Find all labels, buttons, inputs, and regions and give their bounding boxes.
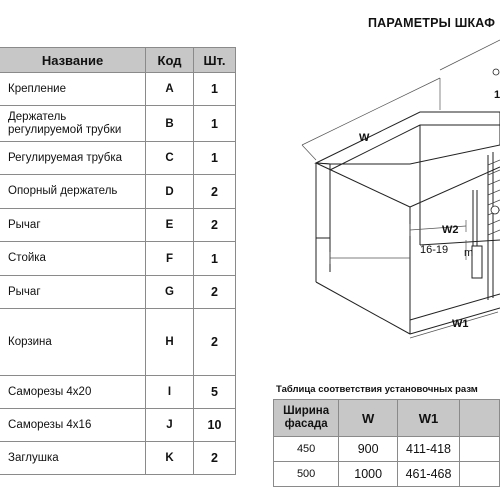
correspondence-table <box>273 399 500 487</box>
correspondence-title: Таблица соответствия установочных разм <box>276 384 478 395</box>
label-w2: W2 <box>442 224 459 236</box>
header-w: W <box>339 400 398 437</box>
part-code: E <box>146 209 194 242</box>
label-m: m <box>464 247 474 259</box>
part-qty: 1 <box>194 73 236 106</box>
part-code: I <box>146 376 194 409</box>
table-row <box>274 462 500 487</box>
part-name-line: Рычаг <box>8 218 41 231</box>
part-code: G <box>146 276 194 309</box>
corner-post <box>472 246 482 278</box>
part-qty: 1 <box>194 142 236 175</box>
extra-cell <box>459 462 499 487</box>
part-qty: 2 <box>194 175 236 209</box>
part-qty: 2 <box>194 309 236 376</box>
label-w1: W1 <box>452 318 469 330</box>
header-code: Код <box>146 48 194 73</box>
width-cell: 450 <box>274 437 339 462</box>
header-extra <box>459 400 499 437</box>
header-w1: W1 <box>398 400 460 437</box>
extra-cell <box>459 437 499 462</box>
part-name-line: Заглушка <box>8 451 59 464</box>
label-gap: 16-19 <box>420 244 449 256</box>
part-name-line: регулируемой трубки <box>8 123 122 136</box>
part-qty: 2 <box>194 209 236 242</box>
part-name-line: Опорный держатель <box>8 185 118 197</box>
table-row <box>274 437 500 462</box>
part-qty: 5 <box>194 376 236 409</box>
part-qty: 10 <box>194 409 236 442</box>
header-name: Название <box>0 48 146 73</box>
part-qty: 2 <box>194 442 236 475</box>
part-qty: 1 <box>194 106 236 142</box>
label-w: W <box>359 132 370 144</box>
w-cell: 900 <box>339 437 398 462</box>
correspondence-header <box>274 400 500 437</box>
part-name-line: Регулируемая трубка <box>8 151 123 164</box>
header-qty: Шт. <box>194 48 236 73</box>
header-width-line1: Ширина <box>283 405 330 417</box>
part-code: F <box>146 242 194 276</box>
part-qty: 1 <box>194 242 236 276</box>
part-code: A <box>146 73 194 106</box>
header-width-line2: фасада <box>284 418 328 430</box>
part-name-line: Держатель <box>8 110 67 123</box>
part-name-line: Крепление <box>8 82 66 95</box>
label-1: 1 <box>494 89 500 101</box>
w-cell: 1000 <box>339 462 398 487</box>
part-code: H <box>146 309 194 376</box>
w1-cell: 411-418 <box>398 437 460 462</box>
part-name-line: Рычаг <box>8 285 41 298</box>
w1-cell: 461-468 <box>398 462 460 487</box>
part-name-line: Стойка <box>8 252 46 264</box>
part-code: J <box>146 409 194 442</box>
cabinet-front-panel <box>316 163 330 238</box>
part-name-line: Саморезы 4х16 <box>8 418 92 431</box>
part-name-line: Саморезы 4х20 <box>8 385 92 398</box>
cabinet-top-face <box>316 112 500 164</box>
width-cell: 500 <box>274 462 339 487</box>
header-width <box>274 400 339 437</box>
part-qty: 2 <box>194 276 236 309</box>
part-code: C <box>146 142 194 175</box>
part-code: K <box>146 442 194 475</box>
part-code: D <box>146 175 194 209</box>
part-code: B <box>146 106 194 142</box>
part-name-line: Корзина <box>8 335 52 348</box>
page-title: ПАРАМЕТРЫ ШКАФ <box>368 16 496 30</box>
